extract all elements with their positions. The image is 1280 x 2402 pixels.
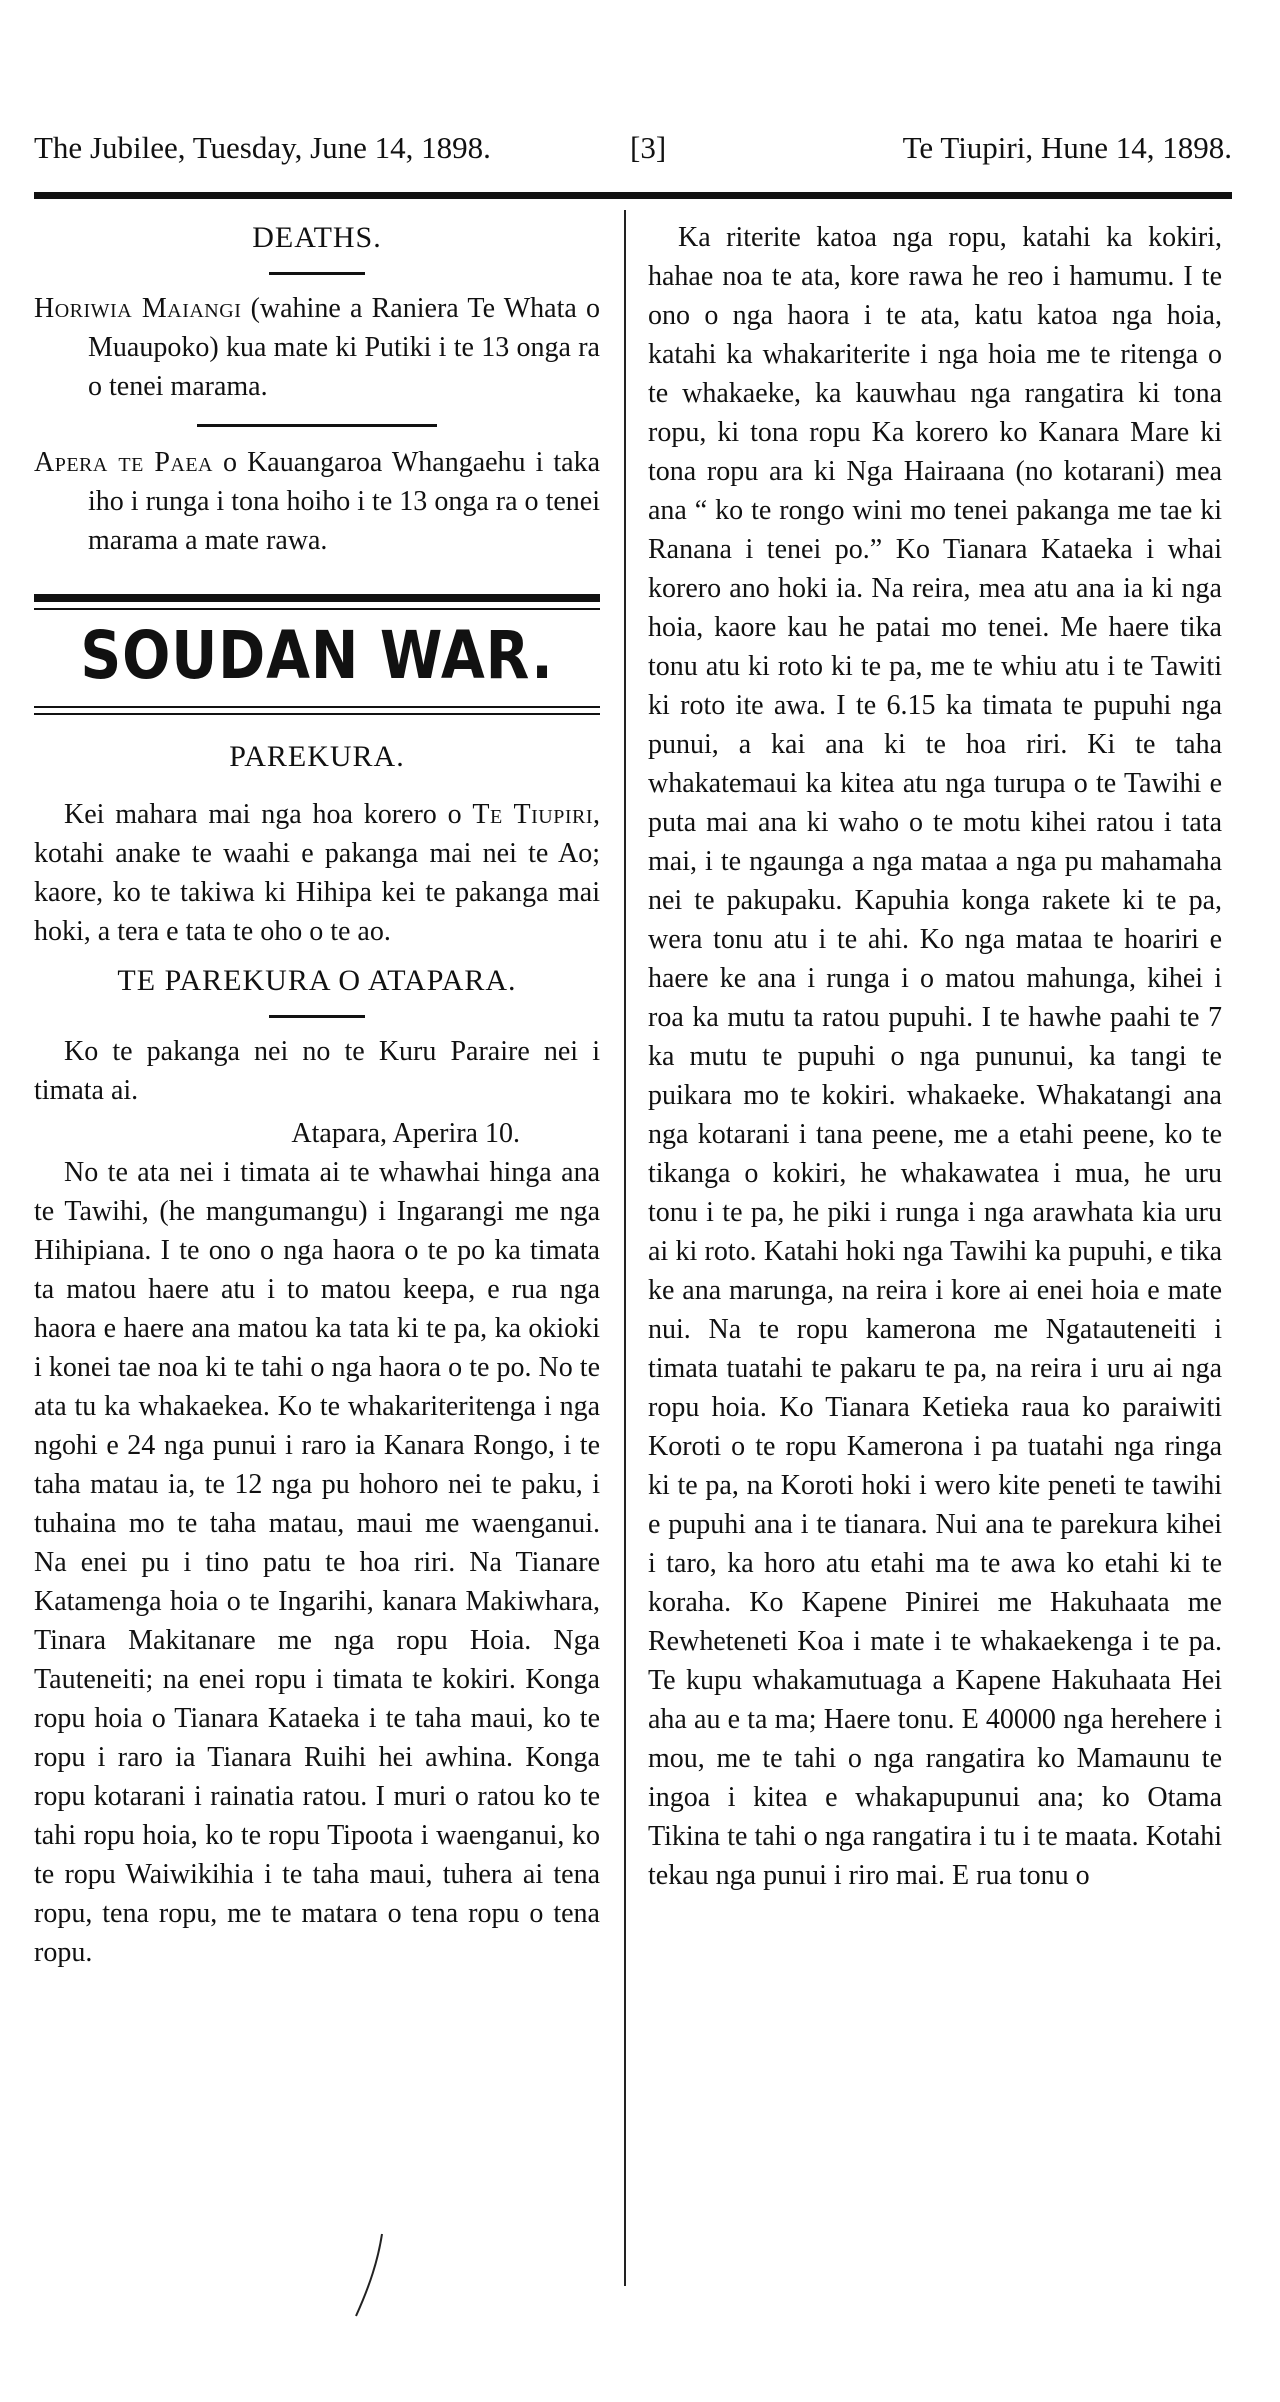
- battle-opening-paragraph: Ko te pakanga nei no te Kuru Paraire nei i timata ai.: [34, 1036, 600, 1106]
- death-notice-horiwia: [34, 289, 600, 406]
- page-number: [3]: [630, 130, 667, 165]
- intro-text-start: Kei mahara mai nga hoa korero o: [64, 799, 473, 830]
- masthead-rule: [34, 192, 1232, 199]
- deaths-heading-rule: [269, 272, 365, 275]
- pen-stroke-mark: [352, 2230, 392, 2320]
- masthead-english-date: The Jubilee, Tuesday, June 14, 1898.: [34, 130, 491, 165]
- soudan-war-headline: SOUDAN WAR.: [80, 617, 554, 694]
- column-divider: [624, 210, 626, 2286]
- atapara-heading: TE PAREKURA O ATAPARA.: [117, 964, 517, 997]
- section-heavy-rule: [34, 594, 600, 602]
- death-notice-text: o Kauangaroa Whangaehu i taka iho i runga i tona hoiho i te 13 onga ra o tenei marama a mate rawa.: [88, 447, 601, 556]
- battle-paragraph-left: No te ata nei i timata ai te whawhai hinga ana te Tawihi, (he mangumangu) i Ingarangi me nga Hihipiana. I te ono o nga haora o te po ka timata ta matou haere atu i to matou keepa, e rua nga haora e haere ana matou ka tata ki te pa, ka okioki i konei tae noa ki te tahi o nga haora o te po. No te ata tu ka whakaekea. Ko te whakariteritenga i nga ngohi e 24 nga punui i raro ia Kanara Rongo, i te taha matau ia, te 12 nga pu hohoro nei te paku, i tuhaina mo te taha matau, maui me waenganui. Na enei pu i tino patu te hoa riri. Na Tianare Katamenga hoia o te Ingarihi, kanara Makiwhara, Tinara Makitanare me nga ropu Hoia. Nga Tauteneiti; na enei ropu i timata te kokiri. Konga ropu hoia o Tianara Kataeka i te taha maui, ko te ropu i raro ia Tianara Ruihi hei awhina. Konga ropu kotarani i rainatia ratou. I muri o ratou ko te tahi ropu hoia, ko te ropu Tipoota i waenganui, ko te ropu Waiwikihia i te taha maui, tuhera ai tena ropu, tena ropu, me te matara o tena ropu o tena ropu.: [34, 1157, 600, 1968]
- right-column: [648, 218, 1222, 1895]
- paper-name: Te Tiupiri: [472, 799, 594, 830]
- death-notice-text: (wahine a Raniera Te Whata o Muaupoko) kua mate ki Putiki i te 13 onga ra o tenei marama.: [88, 293, 600, 402]
- masthead: [34, 128, 1232, 188]
- parekura-heading: PAREKURA.: [229, 740, 405, 773]
- intro-text-end: , kotahi anake te waahi e pakanga mai nei te Ao; kaore, ko te takiwa ki Hihipa kei te pakanga mai hoki, a tera e tata te oho o te ao.: [34, 799, 601, 947]
- death-notice-name: Apera te Paea: [34, 447, 214, 478]
- notice-separator: [197, 424, 437, 427]
- intro-paragraph: [34, 795, 600, 951]
- left-column: [34, 218, 600, 1972]
- death-notice-name: Horiwia Maiangi: [34, 293, 242, 324]
- headline-double-rule: [34, 706, 600, 715]
- death-notice-apera: [34, 443, 600, 560]
- dateline: Atapara, Aperira 10.: [291, 1118, 520, 1149]
- battle-paragraph-right: Ka riterite katoa nga ropu, katahi ka kokiri, hahae noa te ata, kore rawa he reo i hamumu. I te ono o nga haora i te ata, katu katoa nga hoia, katahi ka whakariterite i nga hoia me te ritenga o te whakaeke, ka kauwhau nga rangatira ki tona ropu, ki tona ropu Ka korero ko Kanara Mare ki tona ropu ara ki Nga Hairaana (no kotarani) mea ana “ ko te rongo wini mo tenei pakanga me tae ki Ranana i tenei po.” Ko Tianara Kataeka i whai korero ano hoki ia. Na reira, mea atu ana ia ki nga hoia, kaore kau he patai mo tenei. Me haere tika tonu atu ki roto ki te pa, me te whiu atu i te Tawiti ki roto ite awa. I te 6.15 ka timata te pupuhi nga punui, a kai ana ki te hoa riri. Ki te taha whakatemaui ka kitea atu nga turupa o te Tawihi e puta mai ana ki waho o te motu kihei ratou i tata mai, i te ngaunga a nga mataa a nga pu mahamaha nei te pakupaku. Kapuhia konga rakete ki te pa, wera tonu atu i te ahi. Ko nga mataa te hoariri e haere ke ana i runga i o matou mahunga, kihei i roa ka mutu ta ratou pupuhi. I te hawhe paahi te 7 ka mutu te pupuhi o nga pununui, ka tangi te puikara mo te kokiri. whakaeke. Whakatangi ana nga kotarani i tana peene, me a etahi peene, ko te tikanga o kokiri, he whakawatea i mua, he uru tonu i te pa, he piki i runga i nga arawhata kia uru ai ki roto. Katahi hoki nga Tawihi ka pupuhi, e tika ke ana marunga, na reira i kore ai enei hoia e mate nui. Na te ropu kamerona me Ngatauteneiti i timata tuatahi te pakaru te pa, na reira i uru ai nga ropu hoia. Ko Tianara Ketieka raua ko paraiwiti Koroti o te ropu Kamerona i pa tuatahi nga ringa ki te pa, na Koroti hoki i wero kite peneti te tawihi e pupuhi ana i te tianara. Nui ana te parekura kihei i taro, ka horo atu etahi ma te awa ko etahi ki te koraha. Ko Kapene Pinirei me Hakuhaata me Rewheteneti Koa i mate i te whakaekenga i te pa. Te kupu whakamutuaga a Kapene Hakuhaata Hei aha au e ta ma; Haere tonu. E 40000 nga herehere i mou, me te tahi o nga rangatira ko Mamaunu te ingoa i kitea e whakapupunui ana; ko Otama Tikina te tahi o nga rangatira i tu i te maata. Kotahi tekau nga punui i riro mai. E rua tonu o: [648, 222, 1222, 1891]
- deaths-heading: DEATHS.: [252, 221, 382, 254]
- masthead-maori-date: Te Tiupiri, Hune 14, 1898.: [902, 130, 1232, 165]
- atapara-heading-rule: [269, 1015, 365, 1018]
